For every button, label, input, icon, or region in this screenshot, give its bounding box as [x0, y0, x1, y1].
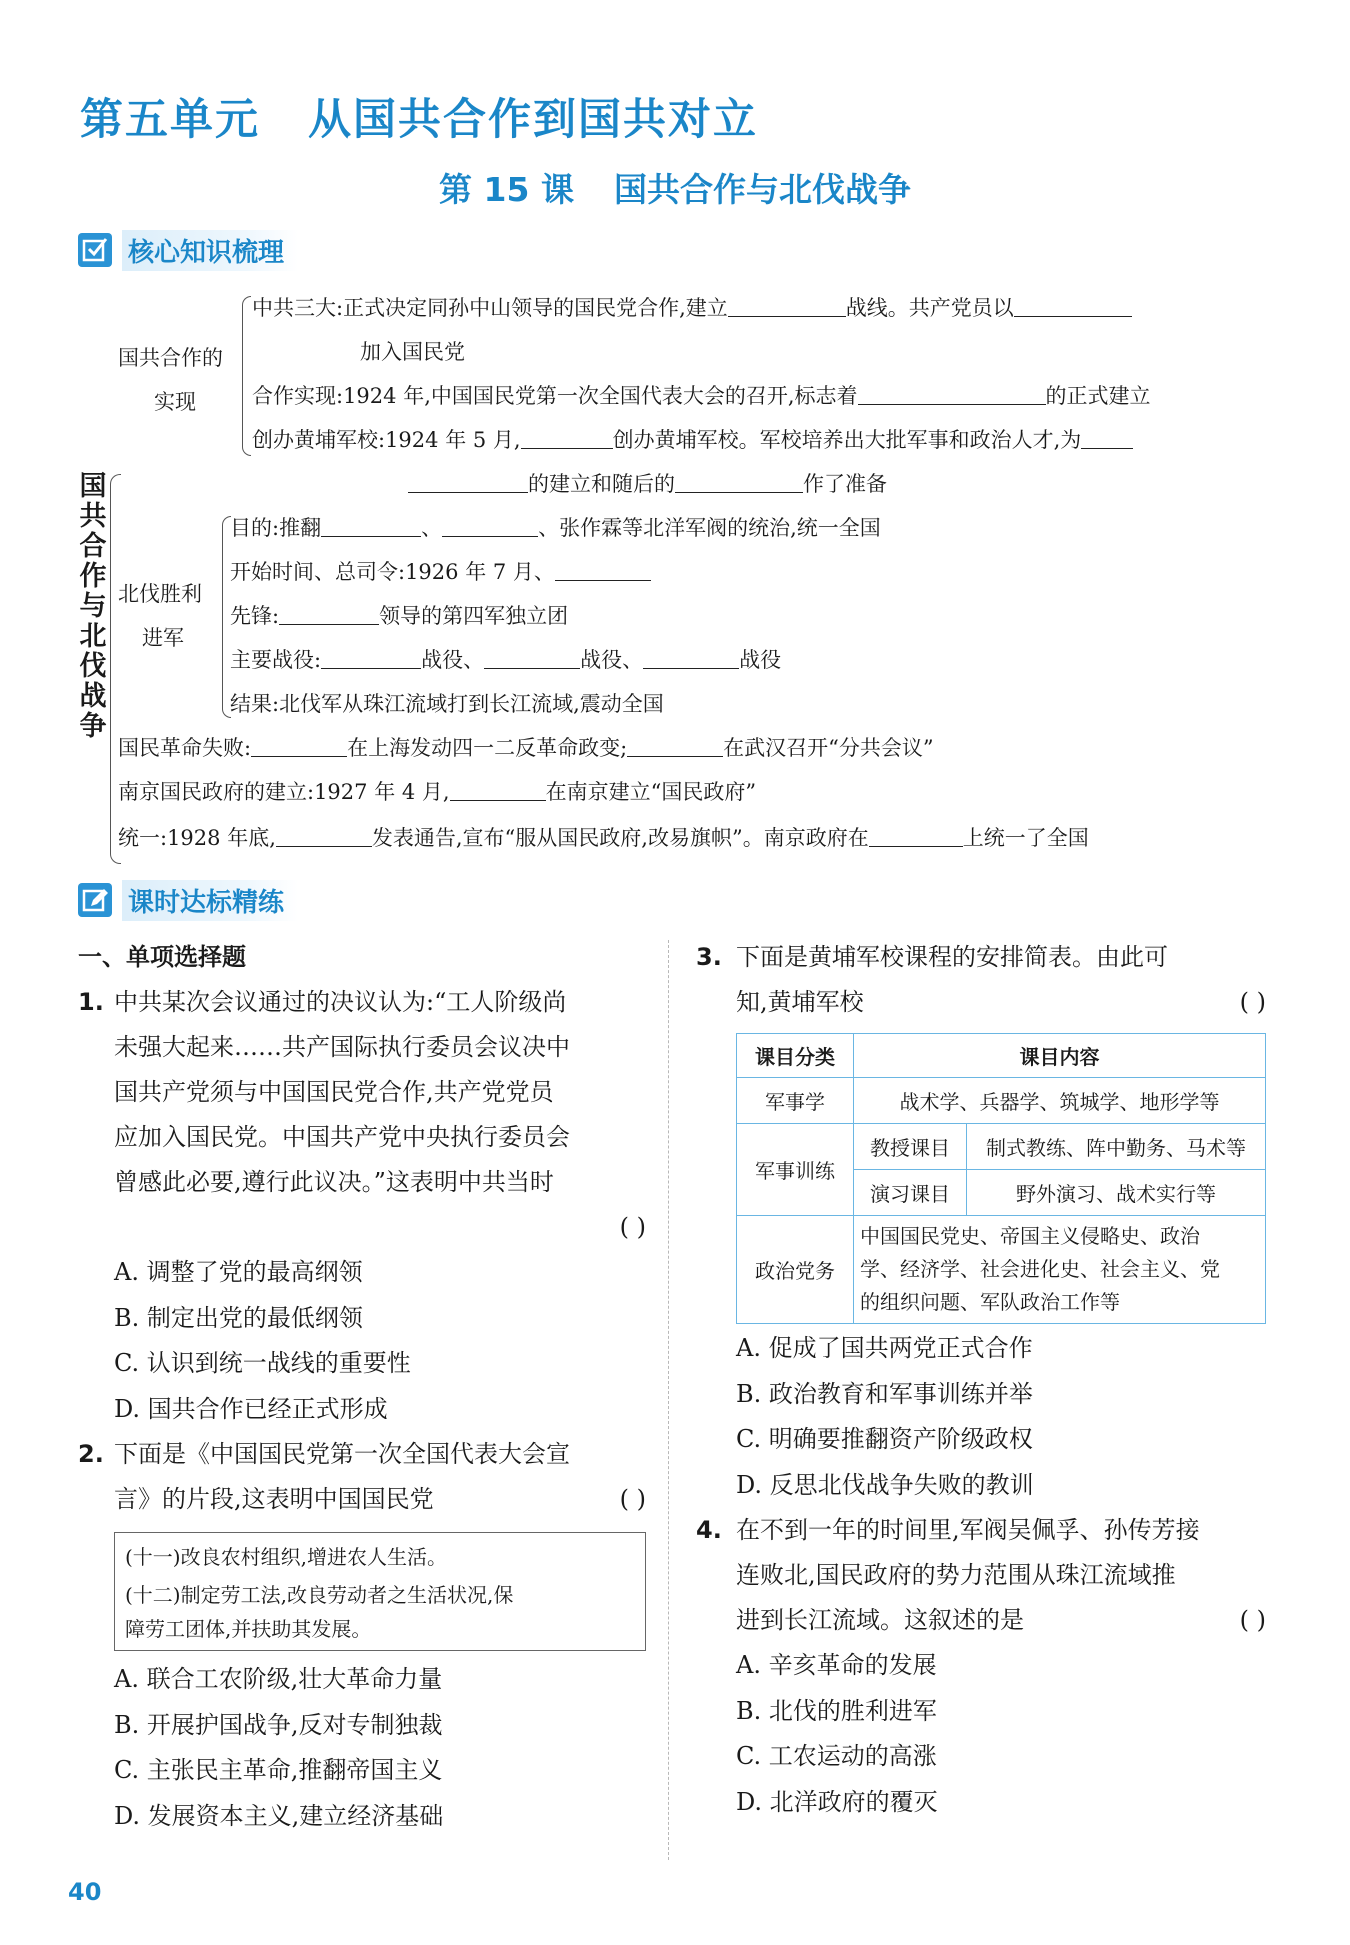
course-table: 课目分类 课目内容 军事学 战术学、兵器学、筑城学、地形学等 军事训练 教授课目 制式教练、阵中勤务、马术等 演习课目 野外演习、战术实行等 政治党务 中国国民党史、帝国主义侵略史、政治 学、经济学、社会进化史、社会主义、党 的组织问题、军队政治工作等	[736, 1033, 1266, 1324]
quote-box: (十一)改良农村组织,增进农人生活。 (十二)制定劳工法,改良劳动者之生活状况,保 障劳工团体,并扶助其发展。	[114, 1532, 646, 1651]
branch2-item5: 结果:北伐军从珠江流域打到长江流域,震动全国	[230, 692, 664, 716]
mindmap-line4: 南京国民政府的建立:1927 年 4 月, 在南京建立“国民政府”	[118, 770, 756, 814]
part-title: 一、单项选择题	[78, 943, 246, 971]
unit-name: 从国共合作到国共对立	[308, 95, 758, 145]
branch1-item1-cont: 加入国民党	[360, 340, 465, 364]
section-header-knowledge	[78, 230, 298, 270]
branch1-item2: 合作实现:1924 年,中国国民党第一次全国代表大会的召开,标志着 的正式建立	[252, 374, 1151, 418]
branch2-item2: 开始时间、总司令:1926 年 7 月、	[230, 550, 651, 594]
option-a[interactable]: A. 辛亥革命的发展	[736, 1651, 937, 1679]
page-number: 40	[68, 1878, 102, 1906]
pencil-icon	[78, 883, 112, 917]
option-b[interactable]: B. 制定出党的最低纲领	[114, 1303, 363, 1332]
mindmap-line3: 国民革命失败: 在上海发动四一二反革命政变; 在武汉召开“分共会议”	[118, 726, 934, 770]
checkbox-icon	[78, 233, 112, 267]
branch1-item1: 中共三大:正式决定同孙中山领导的国民党合作,建立 战线。共产党员以	[252, 286, 1132, 330]
question-1: 1. 中共某次会议通过的决议认为:“工人阶级尚 未强大起来……共产国际执行委员会议决中 国共产党须与中国国民党合作,共产党党员 应加入国民党。中国共产党中央执行委员会 曾感此必要,遵行此议决。”这表明中共当时 ( ) A. 调整了党的最高纲领 B. 制定出党的最低纲领 C. 认识到统一战线的重要性 D. 国共合作已经正式形成	[78, 980, 646, 1432]
answer-paren[interactable]: ( )	[1239, 988, 1266, 1016]
question-3: 3. 下面是黄埔军校课程的安排简表。由此可 知,黄埔军校 ( ) 课目分类 课目内容 军事学 战术学、兵器学、筑城学、地形学等 军事训练 教授课目 制式教练、阵中勤务、马术等 演习课目 野外演习、战术实行等 政治党务 中国国民党史、帝国主义侵略史、政治 学、经济学、社会进化史、社会主义、党 的组织问题、军队政治工作等 A. 促成了国共两党正式合作 B. 政治教育和军事训练并举 C. 明确要推翻资产阶级政权 D. 反思北伐战争失败的教训	[696, 935, 1266, 1508]
branch1-item3: 创办黄埔军校:1924 年 5 月, 创办黄埔军校。军校培养出大批军事和政治人才,为	[252, 418, 1133, 462]
option-c[interactable]: C. 主张民主革命,推翻帝国主义	[114, 1756, 443, 1784]
question-4: 4. 在不到一年的时间里,军阀吴佩孚、孙传芳接 连败北,国民政府的势力范围从珠江流域推 进到长江流域。这叙述的是 ( ) A. 辛亥革命的发展 B. 北伐的胜利进军 C. 工农运动的高涨 D. 北洋政府的覆灭	[696, 1508, 1266, 1825]
lesson-title	[0, 164, 1350, 211]
branch1-brace	[242, 296, 251, 456]
section-header-practice	[78, 880, 298, 920]
option-a[interactable]: A. 促成了国共两党正式合作	[736, 1334, 1033, 1362]
section-label: 核心知识梳理	[122, 230, 298, 271]
option-d[interactable]: D. 国共合作已经正式形成	[114, 1394, 388, 1423]
branch2-item4: 主要战役: 战役、 战役、 战役	[230, 638, 781, 682]
answer-paren[interactable]: ( )	[1239, 1606, 1266, 1634]
question-2: 2. 下面是《中国国民党第一次全国代表大会宣 言》的片段,这表明中国国民党 ( ) (十一)改良农村组织,增进农人生活。 (十二)制定劳工法,改良劳动者之生活状况,保 障劳工团体,并扶助其发展。 A. 联合工农阶级,壮大革命力量 B. 开展护国战争,反对专制独裁 C. 主张民主革命,推翻帝国主义 D. 发展资本主义,建立经济基础	[78, 1432, 646, 1839]
answer-paren[interactable]: ( )	[619, 1485, 646, 1513]
option-b[interactable]: B. 开展护国战争,反对专制独裁	[114, 1710, 443, 1739]
unit-title	[80, 86, 758, 147]
left-column	[78, 935, 646, 1839]
mindmap-line5: 统一:1928 年底, 发表通告,宣布“服从国民政府,改易旗帜”。南京政府在 上统一了全国	[118, 816, 1089, 860]
option-d[interactable]: D. 北洋政府的覆灭	[736, 1787, 938, 1816]
branch2-label: 北伐胜利 进军	[118, 582, 202, 650]
lesson-name: 国共合作与北伐战争	[613, 170, 911, 209]
option-c[interactable]: C. 明确要推翻资产阶级政权	[736, 1425, 1033, 1453]
right-column	[696, 935, 1266, 1825]
option-d[interactable]: D. 发展资本主义,建立经济基础	[114, 1801, 444, 1830]
mindmap-root: 国共合作与北伐战争	[79, 471, 107, 742]
branch2-item3: 先锋: 领导的第四军独立团	[230, 594, 568, 638]
section-label: 课时达标精练	[122, 880, 298, 921]
option-c[interactable]: C. 工农运动的高涨	[736, 1742, 937, 1770]
option-d[interactable]: D. 反思北伐战争失败的教训	[736, 1470, 1034, 1499]
branch1-label: 国共合作的 实现	[118, 346, 223, 414]
option-b[interactable]: B. 北伐的胜利进军	[736, 1696, 937, 1725]
lesson-number: 第 15 课	[439, 170, 574, 209]
unit-number: 第五单元	[80, 95, 260, 145]
answer-paren[interactable]: ( )	[619, 1213, 646, 1241]
branch1-item3-cont: 的建立和随后的 作了准备	[410, 462, 887, 506]
option-a[interactable]: A. 联合工农阶级,壮大革命力量	[114, 1665, 443, 1693]
option-c[interactable]: C. 认识到统一战线的重要性	[114, 1349, 411, 1377]
option-b[interactable]: B. 政治教育和军事训练并举	[736, 1379, 1033, 1408]
option-a[interactable]: A. 调整了党的最高纲领	[114, 1258, 363, 1286]
branch2-item1: 目的:推翻 、 、张作霖等北洋军阀的统治,统一全国	[230, 506, 881, 550]
column-divider	[668, 940, 669, 1860]
